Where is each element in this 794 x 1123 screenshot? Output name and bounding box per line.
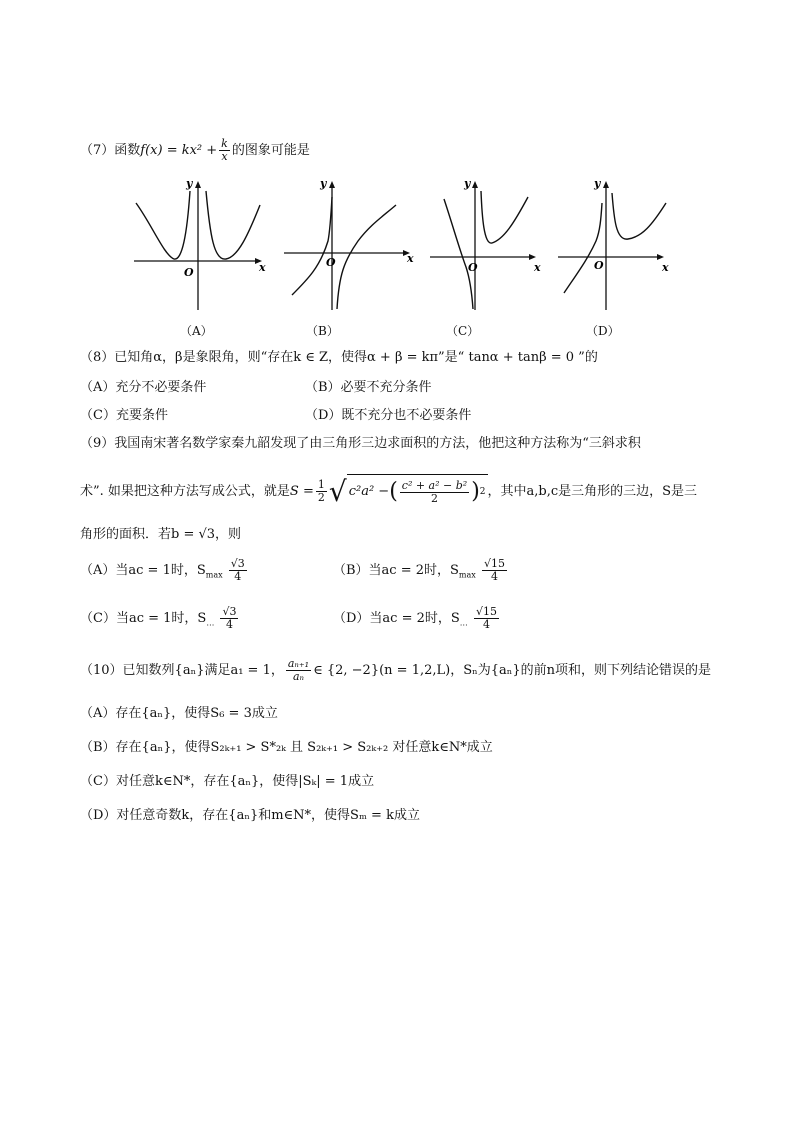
q9-option-a-frac bbox=[229, 558, 247, 583]
q9-option-a-label: （A）当ac = 1时，S bbox=[80, 563, 206, 578]
formula-half bbox=[316, 479, 327, 504]
graph-c-plot bbox=[428, 175, 558, 315]
graph-b-x: x bbox=[407, 252, 414, 265]
q9-line2 bbox=[80, 474, 697, 509]
q9-option-b-label: （B）当ac = 2时，S bbox=[333, 563, 459, 578]
q9-option-b-frac bbox=[482, 558, 507, 583]
paren-left: ( bbox=[389, 479, 398, 504]
graph-d-plot bbox=[556, 175, 686, 315]
q9-option-b-sub: max bbox=[458, 570, 476, 580]
graph-d-origin: O bbox=[594, 259, 604, 272]
q7-fraction bbox=[219, 138, 230, 163]
q9-line2-prefix: 术”. 如果把这种方法写成公式，就是 bbox=[80, 484, 290, 499]
paren-right: ) bbox=[471, 479, 480, 504]
graph-a-caption: （A） bbox=[180, 324, 213, 338]
q9-option-c bbox=[80, 606, 240, 634]
formula-inner-num: c² + a² − b² bbox=[401, 478, 468, 492]
q9-option-a bbox=[80, 558, 249, 586]
graph-a-x: x bbox=[259, 261, 266, 274]
q7-function: f(x) = kx² + bbox=[140, 143, 218, 158]
q8-option-a: （A）充分不必要条件 bbox=[80, 380, 207, 395]
formula-half-den: 2 bbox=[317, 491, 325, 504]
q9-option-c-label: （C）当ac = 1时，S bbox=[80, 611, 207, 626]
q8-option-b: （B）必要不充分条件 bbox=[305, 380, 432, 395]
q8-stem: （8）已知角α，β是象限角，则“存在k ∈ Z，使得α + β = kπ”是“ tanα + tanβ = 0 ”的 bbox=[80, 350, 598, 365]
q9-option-a-sub: max bbox=[205, 570, 223, 580]
q9-line3: 角形的面积．若b = √3，则 bbox=[80, 527, 242, 542]
q7-frac-num: k bbox=[221, 137, 228, 150]
q10-option-d: （D）对任意奇数k，存在{aₙ}和m∈N*，使得Sₘ = k成立 bbox=[80, 808, 420, 823]
q8-option-c: （C）充要条件 bbox=[80, 408, 168, 423]
q9-option-d-sub: … bbox=[459, 618, 468, 628]
q9-option-d-label: （D）当ac = 2时，S bbox=[333, 611, 460, 626]
q9-option-b-num: √15 bbox=[483, 557, 505, 570]
q7-prefix: （7）函数 bbox=[80, 143, 141, 158]
graph-c bbox=[428, 175, 558, 319]
formula-inner-den: 2 bbox=[430, 491, 438, 505]
graph-b-plot bbox=[282, 175, 422, 315]
formula-radicand bbox=[347, 474, 488, 509]
q9-option-d-den: 4 bbox=[482, 618, 490, 631]
q10-fraction bbox=[286, 658, 311, 683]
formula-exp: 2 bbox=[479, 487, 486, 497]
q9-option-c-sub: … bbox=[206, 618, 215, 628]
graph-a-y: y bbox=[186, 177, 193, 190]
graph-c-y: y bbox=[464, 177, 471, 190]
q10-option-a: （A）存在{aₙ}，使得S₆ = 3成立 bbox=[80, 706, 278, 721]
formula-sqrt bbox=[329, 474, 488, 509]
q9-option-c-frac bbox=[220, 606, 238, 631]
graph-a bbox=[130, 175, 270, 319]
formula-half-num: 1 bbox=[317, 478, 325, 491]
q10-option-b: （B）存在{aₙ}，使得S₂ₖ₊₁ > S*₂ₖ 且 S₂ₖ₊₁ > S₂ₖ₊₂ 对任意k∈N*成立 bbox=[80, 740, 493, 755]
q9-option-a-den: 4 bbox=[234, 570, 242, 583]
graph-b bbox=[282, 175, 422, 319]
q10-option-c: （C）对任意k∈N*，存在{aₙ}，使得|Sₖ| = 1成立 bbox=[80, 774, 375, 789]
q9-option-c-den: 4 bbox=[225, 618, 233, 631]
q7-suffix: 的图象可能是 bbox=[231, 143, 310, 158]
q10-stem-b: ∈ {2, −2}(n = 1,2,L)，Sₙ为{aₙ}的前n项和，则下列结论错误的是 bbox=[313, 663, 712, 678]
formula-rad-left: c²a² − bbox=[348, 484, 390, 499]
formula-inner-frac bbox=[400, 480, 469, 505]
q9-line1: （9）我国南宋著名数学家秦九韶发现了由三角形三边求面积的方法，他把这种方法称为“三斜求积 bbox=[80, 436, 641, 451]
q9-option-a-num: √3 bbox=[230, 557, 245, 570]
q10-stem-a: （10）已知数列{aₙ}满足a₁ = 1， bbox=[80, 663, 284, 678]
graph-b-y: y bbox=[320, 177, 327, 190]
graph-c-caption: （C） bbox=[446, 324, 480, 338]
q9-option-d-frac bbox=[474, 606, 499, 631]
q7-frac-den: x bbox=[221, 150, 228, 163]
graph-b-caption: （B） bbox=[306, 324, 339, 338]
graph-c-origin: O bbox=[468, 261, 478, 274]
q7-stem bbox=[80, 138, 310, 163]
q8-option-d: （D）既不充分也不必要条件 bbox=[305, 408, 472, 423]
q9-option-d bbox=[333, 606, 501, 634]
q10-frac-num: aₙ₊₁ bbox=[287, 657, 310, 670]
graph-d bbox=[556, 175, 686, 319]
formula-s: S = bbox=[289, 484, 314, 499]
q9-option-b-den: 4 bbox=[490, 570, 498, 583]
q9-option-d-num: √15 bbox=[475, 605, 497, 618]
q9-line2-suffix: ，其中a,b,c是三角形的三边，S是三 bbox=[487, 484, 698, 499]
sqrt-sign: √ bbox=[328, 474, 347, 508]
graph-d-caption: （D） bbox=[586, 324, 620, 338]
graph-d-y: y bbox=[594, 177, 601, 190]
graph-d-x: x bbox=[662, 261, 669, 274]
graph-c-x: x bbox=[534, 261, 541, 274]
q10-stem bbox=[80, 658, 711, 683]
q10-frac-den: aₙ bbox=[292, 670, 304, 683]
q9-option-b bbox=[333, 558, 509, 586]
graph-a-plot bbox=[130, 175, 270, 315]
q9-option-c-num: √3 bbox=[222, 605, 237, 618]
graph-a-origin: O bbox=[184, 266, 194, 279]
graph-b-origin: O bbox=[326, 256, 336, 269]
